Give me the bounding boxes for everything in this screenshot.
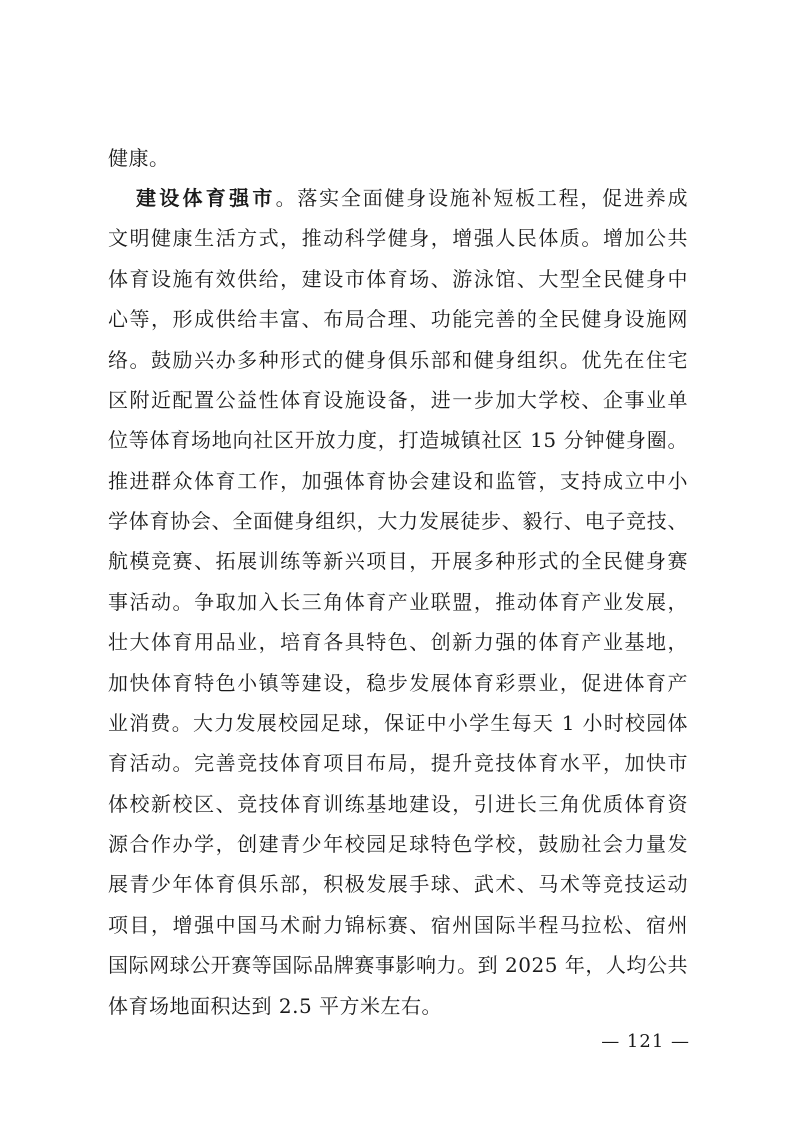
- text-line: 络。鼓励兴办多种形式的健身俱乐部和健身组织。优先在住宅: [108, 348, 688, 372]
- text-line: 体育设施有效供给，建设市体育场、游泳馆、大型全民健身中: [108, 267, 688, 291]
- text-line: 文明健康生活方式，推动科学健身，增强人民体质。增加公共: [108, 226, 688, 250]
- text-line: 源合作办学，创建青少年校园足球特色学校，鼓励社会力量发: [108, 832, 688, 856]
- section-heading: 建设体育强市: [136, 186, 276, 210]
- paragraph-first-line: [136, 186, 688, 210]
- text-line: 国际网球公开赛等国际品牌赛事影响力。到 2025 年，人均公共: [108, 953, 688, 977]
- text-line: 业消费。大力发展校园足球，保证中小学生每天 1 小时校园体: [108, 711, 688, 735]
- text-line: 区附近配置公益性体育设施设备，进一步加大学校、企事业单: [108, 388, 688, 412]
- text-line: 壮大体育用品业，培育各具特色、创新力强的体育产业基地，: [108, 630, 688, 654]
- first-line-text: 。落实全面健身设施补短板工程，促进养成: [275, 186, 688, 210]
- text-line: 展青少年体育俱乐部，积极发展手球、武术、马术等竞技运动: [108, 872, 688, 896]
- text-line: 体校新校区、竞技体育训练基地建设，引进长三角优质体育资: [108, 792, 688, 816]
- text-line: 项目，增强中国马术耐力锦标赛、宿州国际半程马拉松、宿州: [108, 913, 688, 937]
- text-line-last: 体育场地面积达到 2.5 平方米左右。: [108, 994, 443, 1018]
- text-line-intro: 健康。: [108, 146, 170, 170]
- text-line: 加快体育特色小镇等建设，稳步发展体育彩票业，促进体育产: [108, 671, 688, 695]
- text-line: 心等，形成供给丰富、布局合理、功能完善的全民健身设施网: [108, 307, 688, 331]
- text-line: 航模竞赛、拓展训练等新兴项目，开展多种形式的全民健身赛: [108, 549, 688, 573]
- text-line: 推进群众体育工作，加强体育协会建设和监管，支持成立中小: [108, 469, 688, 493]
- text-line: 事活动。争取加入长三角体育产业联盟，推动体育产业发展，: [108, 590, 688, 614]
- text-line: 学体育协会、全面健身组织，大力发展徒步、毅行、电子竞技、: [108, 509, 688, 533]
- text-line: 位等体育场地向社区开放力度，打造城镇社区 15 分钟健身圈。: [108, 428, 688, 452]
- text-line: 育活动。完善竞技体育项目布局，提升竞技体育水平，加快市: [108, 751, 688, 775]
- page-number: — 121 —: [601, 1031, 690, 1052]
